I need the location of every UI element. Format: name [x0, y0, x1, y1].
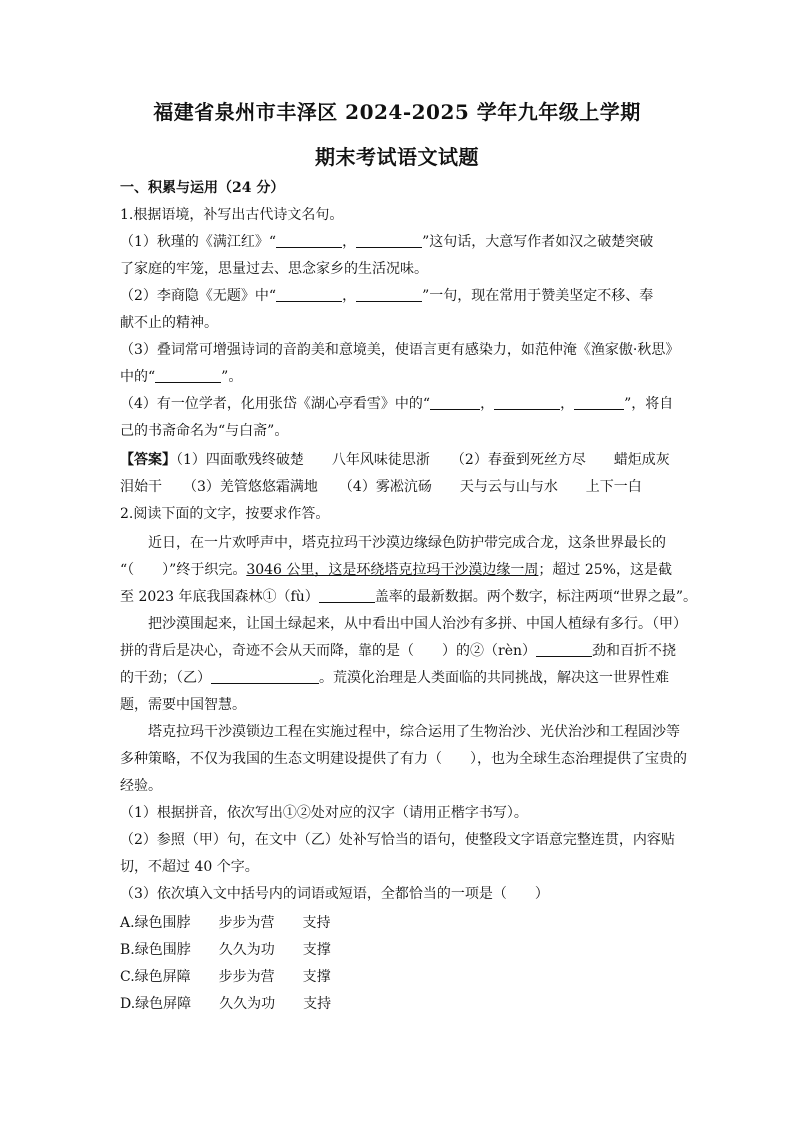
q2-para2-line1: 把沙漠围起来，让国土绿起来，从中看出中国人治沙有多拼、中国人植绿有多行。（甲）: [148, 616, 687, 632]
q1-answer-line1: 【答案】（1）四面歌残终破楚 八年风味徒思浙 （2）春蚕到死丝方尽 蜡炬成灰: [120, 452, 670, 468]
q1-sub4-line2: 己的书斋命名为“与白斋”。: [120, 423, 289, 439]
blank: [494, 395, 560, 410]
q1-sub1-line1: （1）秋瑾的《满江红》“ ， ”这句话，大意写作者如汉之破楚突破: [120, 234, 654, 250]
option-b: B.绿色围脖 久久为功 支撑: [120, 942, 331, 958]
blank: [211, 669, 319, 684]
page-title-line1: 福建省泉州市丰泽区 2024-2025 学年九年级上学期: [153, 100, 641, 124]
section-heading: 一、积累与运用（24 分）: [120, 180, 285, 196]
q2-para2-line4: 题，需要中国智慧。: [120, 697, 246, 713]
q2-para2-line3: 的干劲；（乙） 。荒漠化治理是人类面临的共同挑战，解决这一世界性难: [120, 670, 669, 686]
blank: [356, 287, 422, 302]
q2-para3-line2: 多种策略，不仅为我国的生态文明建设提供了有力（ ），也为全球生态治理提供了宝贵的: [120, 751, 687, 767]
option-a: A.绿色围脖 步步为营 支持: [120, 915, 331, 931]
answer-label: 【答案】: [120, 452, 176, 468]
blank: [536, 642, 592, 657]
q1-sub3-line1: （3）叠词常可增强诗词的音韵美和意境美，使语言更有感染力，如范仲淹《渔家傲·秋思》: [120, 342, 680, 358]
blank: [430, 395, 480, 410]
blank: [276, 287, 342, 302]
q1-sub2-line1: （2）李商隐《无题》中“ ， ”一句，现在常用于赞美坚定不移、奉: [120, 288, 654, 304]
q2-sub2-line1: （2）参照（甲）句，在文中（乙）处补写恰当的语句，使整段文字语意完整连贯，内容贴: [120, 832, 675, 848]
blank: [574, 395, 624, 410]
underlined-sentence: 3046 公里，这是环绕塔克拉玛干沙漠边缘一周: [246, 562, 539, 578]
option-d: D.绿色屏障 久久为功 支持: [120, 996, 332, 1012]
q2-para1-line3: 至 2023 年底我国森林①（fù） 盖率的最新数据。两个数字，标注两项“世界之最”。: [120, 589, 698, 605]
q1-stem: 1.根据语境，补写出古代诗文名句。: [120, 207, 344, 223]
option-c: C.绿色屏障 步步为营 支撑: [120, 969, 331, 985]
q2-sub2-line2: 切，不超过 40 个字。: [120, 859, 259, 875]
q1-answer-line2: 泪始干 （3）羌管悠悠霜满地 （4）雾凇沆砀 天与云与山与水 上下一白: [120, 479, 642, 495]
q2-sub1: （1）根据拼音，依次写出①②处对应的汉字（请用正楷字书写）。: [120, 805, 528, 821]
q2-para3-line3: 经验。: [120, 778, 162, 794]
q1-sub4-line1: （4）有一位学者，化用张岱《湖心亭看雪》中的“ ， ， ”，将自: [120, 396, 674, 412]
q2-para3-line1: 塔克拉玛干沙漠锁边工程在实施过程中，综合运用了生物治沙、光伏治沙和工程固沙等: [148, 724, 680, 740]
q1-sub2-line2: 献不止的精神。: [120, 315, 218, 331]
q2-sub3: （3）依次填入文中括号内的词语或短语，全都恰当的一项是（ ）: [120, 886, 549, 902]
q1-sub1-line2: 了家庭的牢笼，思量过去、思念家乡的生活况味。: [120, 261, 428, 277]
blank: [319, 588, 375, 603]
q2-stem: 2.阅读下面的文字，按要求作答。: [120, 506, 330, 522]
q1-sub3-line2: 中的“ ”。: [120, 369, 243, 385]
q2-para2-line2: 拼的背后是决心，奇迹不会从天而降，靠的是（ ）的②（rèn） 劲和百折不挠: [120, 643, 676, 659]
q2-para1-line2: “（ ）”终于织完。3046 公里，这是环绕塔克拉玛干沙漠边缘一周；超过 25%，这是截: [120, 562, 672, 578]
blank: [356, 233, 422, 248]
blank: [276, 233, 342, 248]
page-title-line2: 期末考试语文试题: [315, 145, 479, 169]
q2-para1-line1: 近日，在一片欢呼声中，塔克拉玛干沙漠边缘绿色防护带完成合龙，这条世界最长的: [148, 535, 666, 551]
blank: [155, 368, 221, 383]
